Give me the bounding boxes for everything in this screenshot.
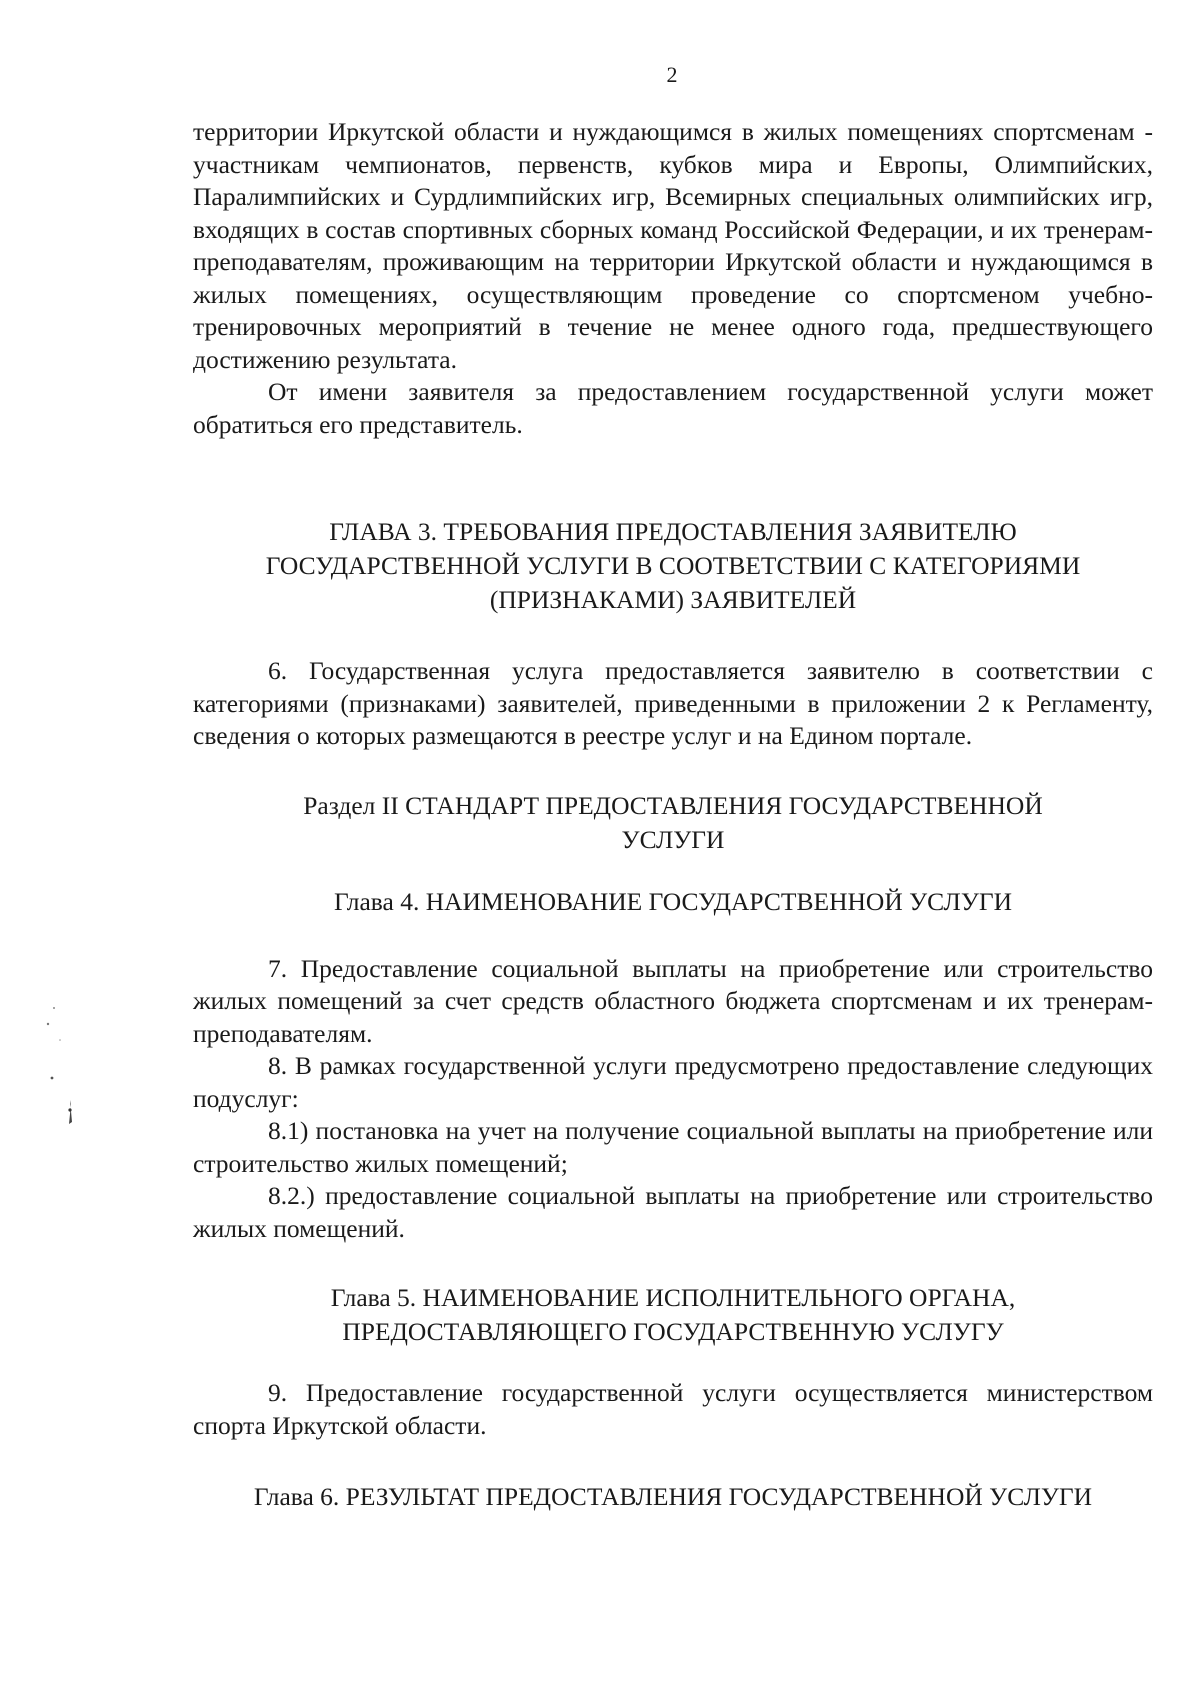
paragraph-6: 6. Государственная услуга предоставляется заявителю в соответствии с категориями (признаками) заявителей, приведенными в приложении 2 к Регламенту, сведения о которых размещаются в реестре услуг и на Едином портале. — [193, 656, 1153, 750]
chapter-3-heading-line-3: (ПРИЗНАКАМИ) ЗАЯВИТЕЛЕЙ — [489, 585, 857, 614]
chapter-6-heading: Глава 6. РЕЗУЛЬТАТ ПРЕДОСТАВЛЕНИЯ ГОСУДАРСТВЕННОЙ УСЛУГИ — [253, 1482, 1093, 1511]
paragraph-7: 7. Предоставление социальной выплаты на приобретение или строительство жилых помещений за счет средств областного бюджета спортсменам и их тренерам-преподавателям. — [193, 953, 1153, 1048]
chapter-5-heading-line-2: ПРЕДОСТАВЛЯЮЩЕГО ГОСУДАРСТВЕННУЮ УСЛУГУ — [342, 1317, 1004, 1346]
chapter-4-heading: Глава 4. НАИМЕНОВАНИЕ ГОСУДАРСТВЕННОЙ УСЛУГИ — [333, 886, 1013, 916]
paragraph-8: 8. В рамках государственной услуги предусмотрено предоставление следующих подуслуг: — [193, 1051, 1153, 1113]
paragraph-applicants-continued: территории Иркутской области и нуждающимся в жилых помещениях спортсменам - участникам чемпионатов, первенств, кубков мира и Европы, Олимпийских, Паралимпийских и Сурдлимпийских игр, Всемирных специальных олимпийских игр, входящих в состав спортивных сборных команд Российской Федерации, и их тренерам-преподавателям, проживающим на территории Иркутской области и нуждающимся в жилых помещениях, осуществляющим проведение со спортсменом учебно-тренировочных мероприятий в течение не менее одного года, предшествующего достижению результата. — [193, 117, 1153, 374]
chapter-3-heading-line-2: ГОСУДАРСТВЕННОЙ УСЛУГИ В СООТВЕТСТВИИ С КАТЕГОРИЯМИ — [265, 551, 1081, 580]
paragraph-8-2: 8.2.) предоставление социальной выплаты на приобретение или строительство жилых помещений. — [193, 1181, 1153, 1243]
chapter-5-heading — [193, 1281, 1153, 1349]
section-2-heading-line-2: УСЛУГИ — [621, 824, 725, 854]
chapter-5-heading-line-1: Глава 5. НАИМЕНОВАНИЕ ИСПОЛНИТЕЛЬНОГО ОРГАНА, — [330, 1283, 1016, 1312]
scan-artifact-marks — [40, 1000, 80, 1160]
paragraph-9: 9. Предоставление государственной услуги осуществляется министерством спорта Иркутской области. — [193, 1378, 1153, 1440]
page-number: 2 — [666, 62, 678, 87]
section-2-heading-line-1: Раздел II СТАНДАРТ ПРЕДОСТАВЛЕНИЯ ГОСУДАРСТВЕННОЙ — [303, 790, 1043, 820]
paragraph-representative: От имени заявителя за предоставлением государственной услуги может обратиться его представитель. — [193, 377, 1153, 439]
paragraph-8-1: 8.1) постановка на учет на получение социальной выплаты на приобретение или строительство жилых помещений; — [193, 1116, 1153, 1178]
chapter-3-heading — [193, 515, 1153, 617]
document-body — [193, 116, 1153, 1514]
section-2-heading — [193, 789, 1153, 857]
chapter-3-heading-line-1: ГЛАВА 3. ТРЕБОВАНИЯ ПРЕДОСТАВЛЕНИЯ ЗАЯВИТЕЛЮ — [329, 517, 1017, 546]
